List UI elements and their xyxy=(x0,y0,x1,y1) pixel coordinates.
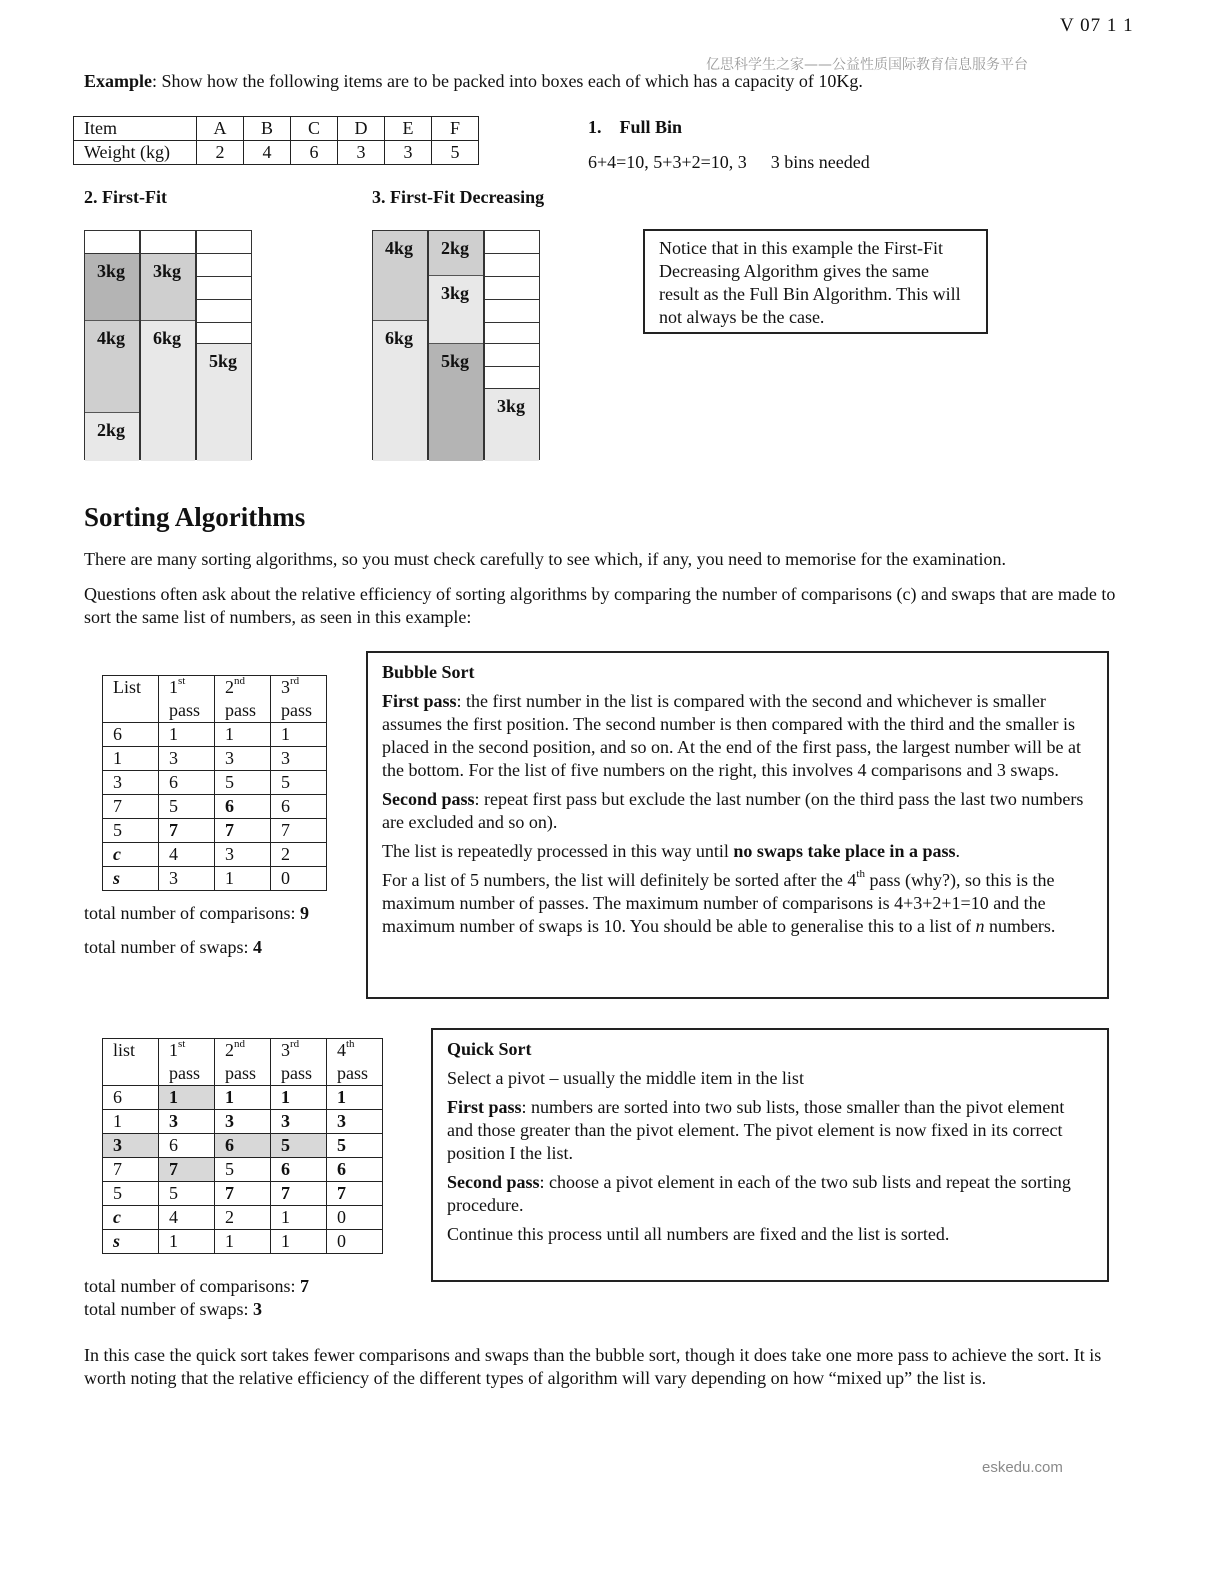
ffd-block-4kg: 4kg xyxy=(373,231,427,321)
item-cell: F xyxy=(432,117,479,141)
col-header: 3rd pass xyxy=(271,676,327,723)
items-row xyxy=(74,117,479,141)
sorting-intro-2: Questions often ask about the relative efficiency of sorting algorithms by comparing the number of comparisons (c) and swaps that are made to sort the same list of numbers, as seen in this example: xyxy=(84,584,1116,627)
ffd-block-2kg: 2kg xyxy=(429,231,483,276)
comparisons-row: c 4 3 2 xyxy=(103,843,327,867)
ffd-title: 3. First-Fit Decreasing xyxy=(372,187,545,207)
empty-slot xyxy=(485,323,539,344)
example-line xyxy=(84,70,863,93)
first-fit-title: 2. First-Fit xyxy=(84,187,167,207)
quick-sort-table xyxy=(102,1038,383,1254)
empty-slot xyxy=(485,231,539,254)
conclusion: In this case the quick sort takes fewer comparisons and swaps than the bubble sort, though it does take one more pass to achieve the sort. It is worth noting that the relative efficiency of the different types of algorithm will vary depending on how “mixed up” the list is. xyxy=(84,1345,1102,1388)
bubble-maximum: For a list of 5 numbers, the list will definitely be sorted after the 4th pass (why?), so this is the maximum number of passes. The maximum number of comparisons is 4+3+2+1=10 and the maximum number of swaps is 10. You should be able to generalise this to a list of n numbers. xyxy=(382,868,1056,936)
watermark: 亿思科学生之家——公益性质国际教育信息服务平台 xyxy=(706,57,1028,73)
bubble-repeat: The list is repeatedly processed in this way until no swaps take place in a pass. xyxy=(382,841,960,861)
first-fit-bins xyxy=(84,230,254,460)
ff-bin-2 xyxy=(140,230,196,460)
empty-slot xyxy=(197,323,251,344)
table-row: 5 5 7 7 7 xyxy=(103,1182,383,1206)
full-bin-result xyxy=(588,151,870,174)
version-code: V 07 1 1 xyxy=(1060,15,1134,36)
full-bin-calc: 6+4=10, 5+3+2=10, 3 xyxy=(588,152,747,172)
empty-slot xyxy=(85,231,139,254)
weight-cell: 3 xyxy=(338,141,385,165)
bubble-first-pass: First pass: the first number in the list is compared with the second and whichever is smaller assumes the first position. The second number is then compared with the third and the smaller is placed in the second position, and so on. At the end of the first pass, the largest number will be at the bottom. For the list of five numbers on the right, this involves 4 comparisons and 3 swaps. xyxy=(382,691,1082,780)
empty-slot xyxy=(197,254,251,277)
ff-block-5kg: 5kg xyxy=(197,344,251,461)
table-row: 1 3 3 3 xyxy=(103,747,327,771)
bubble-sort-table xyxy=(102,675,327,891)
bubble-sort-title: Bubble Sort xyxy=(382,662,475,682)
ff-block-2kg: 2kg xyxy=(85,413,139,461)
bubble-total-comparisons: total number of comparisons: 9 xyxy=(84,903,309,923)
item-cell: D xyxy=(338,117,385,141)
table-row: 6 1 1 1 xyxy=(103,723,327,747)
bubble-sort-box xyxy=(366,651,1109,999)
col-header: List xyxy=(103,676,159,723)
empty-slot xyxy=(197,300,251,323)
ffd-block-6kg: 6kg xyxy=(373,321,427,461)
weight-cell: 2 xyxy=(197,141,244,165)
ff-block-6kg: 6kg xyxy=(141,321,195,461)
swaps-row: s 3 1 0 xyxy=(103,867,327,891)
ffd-block-3kg: 3kg xyxy=(485,389,539,461)
full-bin-heading xyxy=(588,116,682,139)
table-row: 1 3 3 3 3 xyxy=(103,1110,383,1134)
quick-second-pass: Second pass: choose a pivot element in each of the two sub lists and repeat the sorting procedure. xyxy=(447,1172,1071,1215)
ffd-bins xyxy=(372,230,542,460)
bubble-total-swaps: total number of swaps: 4 xyxy=(84,937,262,957)
items-table xyxy=(73,116,479,165)
empty-slot xyxy=(197,277,251,300)
ffd-bin-3 xyxy=(484,230,540,460)
weight-cell: 3 xyxy=(385,141,432,165)
table-row: 7 7 5 6 6 xyxy=(103,1158,383,1182)
quick-sort-box xyxy=(431,1028,1109,1282)
col-header: list xyxy=(103,1039,159,1086)
quick-total-comparisons: total number of comparisons: 7 xyxy=(84,1276,309,1296)
quick-sort-title: Quick Sort xyxy=(447,1039,532,1059)
col-header: 2nd pass xyxy=(215,1039,271,1086)
table-row: 3 6 6 5 5 xyxy=(103,1134,383,1158)
weight-cell: 4 xyxy=(244,141,291,165)
col-header: 1st pass xyxy=(159,676,215,723)
weight-cell: 5 xyxy=(432,141,479,165)
ff-block-4kg: 4kg xyxy=(85,321,139,413)
ffd-block-3kg: 3kg xyxy=(429,276,483,344)
empty-slot xyxy=(485,254,539,277)
table-row: 3 6 5 5 xyxy=(103,771,327,795)
ff-block-3kg: 3kg xyxy=(85,254,139,321)
ff-block-3kg: 3kg xyxy=(141,254,195,321)
example-label: Example xyxy=(84,71,153,91)
table-header-row xyxy=(103,1039,383,1086)
item-cell: A xyxy=(197,117,244,141)
weights-row xyxy=(74,141,479,165)
col-header: 2nd pass xyxy=(215,676,271,723)
col-header: 1st pass xyxy=(159,1039,215,1086)
empty-slot xyxy=(485,367,539,389)
table-row: 5 7 7 7 xyxy=(103,819,327,843)
swaps-row: s 1 1 1 0 xyxy=(103,1230,383,1254)
quick-continue: Continue this process until all numbers are fixed and the list is sorted. xyxy=(447,1224,950,1244)
empty-slot xyxy=(485,344,539,367)
example-text: : Show how the following items are to be packed into boxes each of which has a capacity of 10Kg. xyxy=(152,71,863,91)
full-bin-number: 1. xyxy=(588,117,602,137)
sorting-intro-1: There are many sorting algorithms, so you must check carefully to see which, if any, you need to memorise for the examination. xyxy=(84,549,1007,569)
weights-row-label: Weight (kg) xyxy=(74,141,197,165)
item-cell: B xyxy=(244,117,291,141)
ffd-bin-1 xyxy=(372,230,428,460)
ff-bin-1 xyxy=(84,230,140,460)
note-box: Notice that in this example the First-Fit Decreasing Algorithm gives the same result as the Full Bin Algorithm. This will not always be the case. xyxy=(643,229,988,334)
ff-bin-3 xyxy=(196,230,252,460)
quick-total-swaps: total number of swaps: 3 xyxy=(84,1299,262,1319)
comparisons-row: c 4 2 1 0 xyxy=(103,1206,383,1230)
col-header: 4th pass xyxy=(327,1039,383,1086)
empty-slot xyxy=(485,300,539,323)
section-title: Sorting Algorithms xyxy=(84,502,306,532)
quick-pivot: Select a pivot – usually the middle item in the list xyxy=(447,1068,804,1088)
item-cell: C xyxy=(291,117,338,141)
empty-slot xyxy=(485,277,539,300)
bubble-second-pass: Second pass: repeat first pass but exclude the last number (on the third pass the last two numbers are excluded and so on). xyxy=(382,789,1084,832)
items-row-label: Item xyxy=(74,117,197,141)
col-header: 3rd pass xyxy=(271,1039,327,1086)
table-header-row xyxy=(103,676,327,723)
empty-slot xyxy=(197,231,251,254)
ffd-block-5kg: 5kg xyxy=(429,344,483,461)
full-bin-count: 3 bins needed xyxy=(770,152,870,172)
quick-first-pass: First pass: numbers are sorted into two sub lists, those smaller than the pivot element and those greater than the pivot element. The pivot element is now fixed in its correct position I the list. xyxy=(447,1097,1065,1163)
item-cell: E xyxy=(385,117,432,141)
table-row: 7 5 6 6 xyxy=(103,795,327,819)
ffd-bin-2 xyxy=(428,230,484,460)
weight-cell: 6 xyxy=(291,141,338,165)
full-bin-title: Full Bin xyxy=(619,117,683,137)
footer-site: eskedu.com xyxy=(982,1459,1063,1476)
table-row: 6 1 1 1 1 xyxy=(103,1086,383,1110)
empty-slot xyxy=(141,231,195,254)
